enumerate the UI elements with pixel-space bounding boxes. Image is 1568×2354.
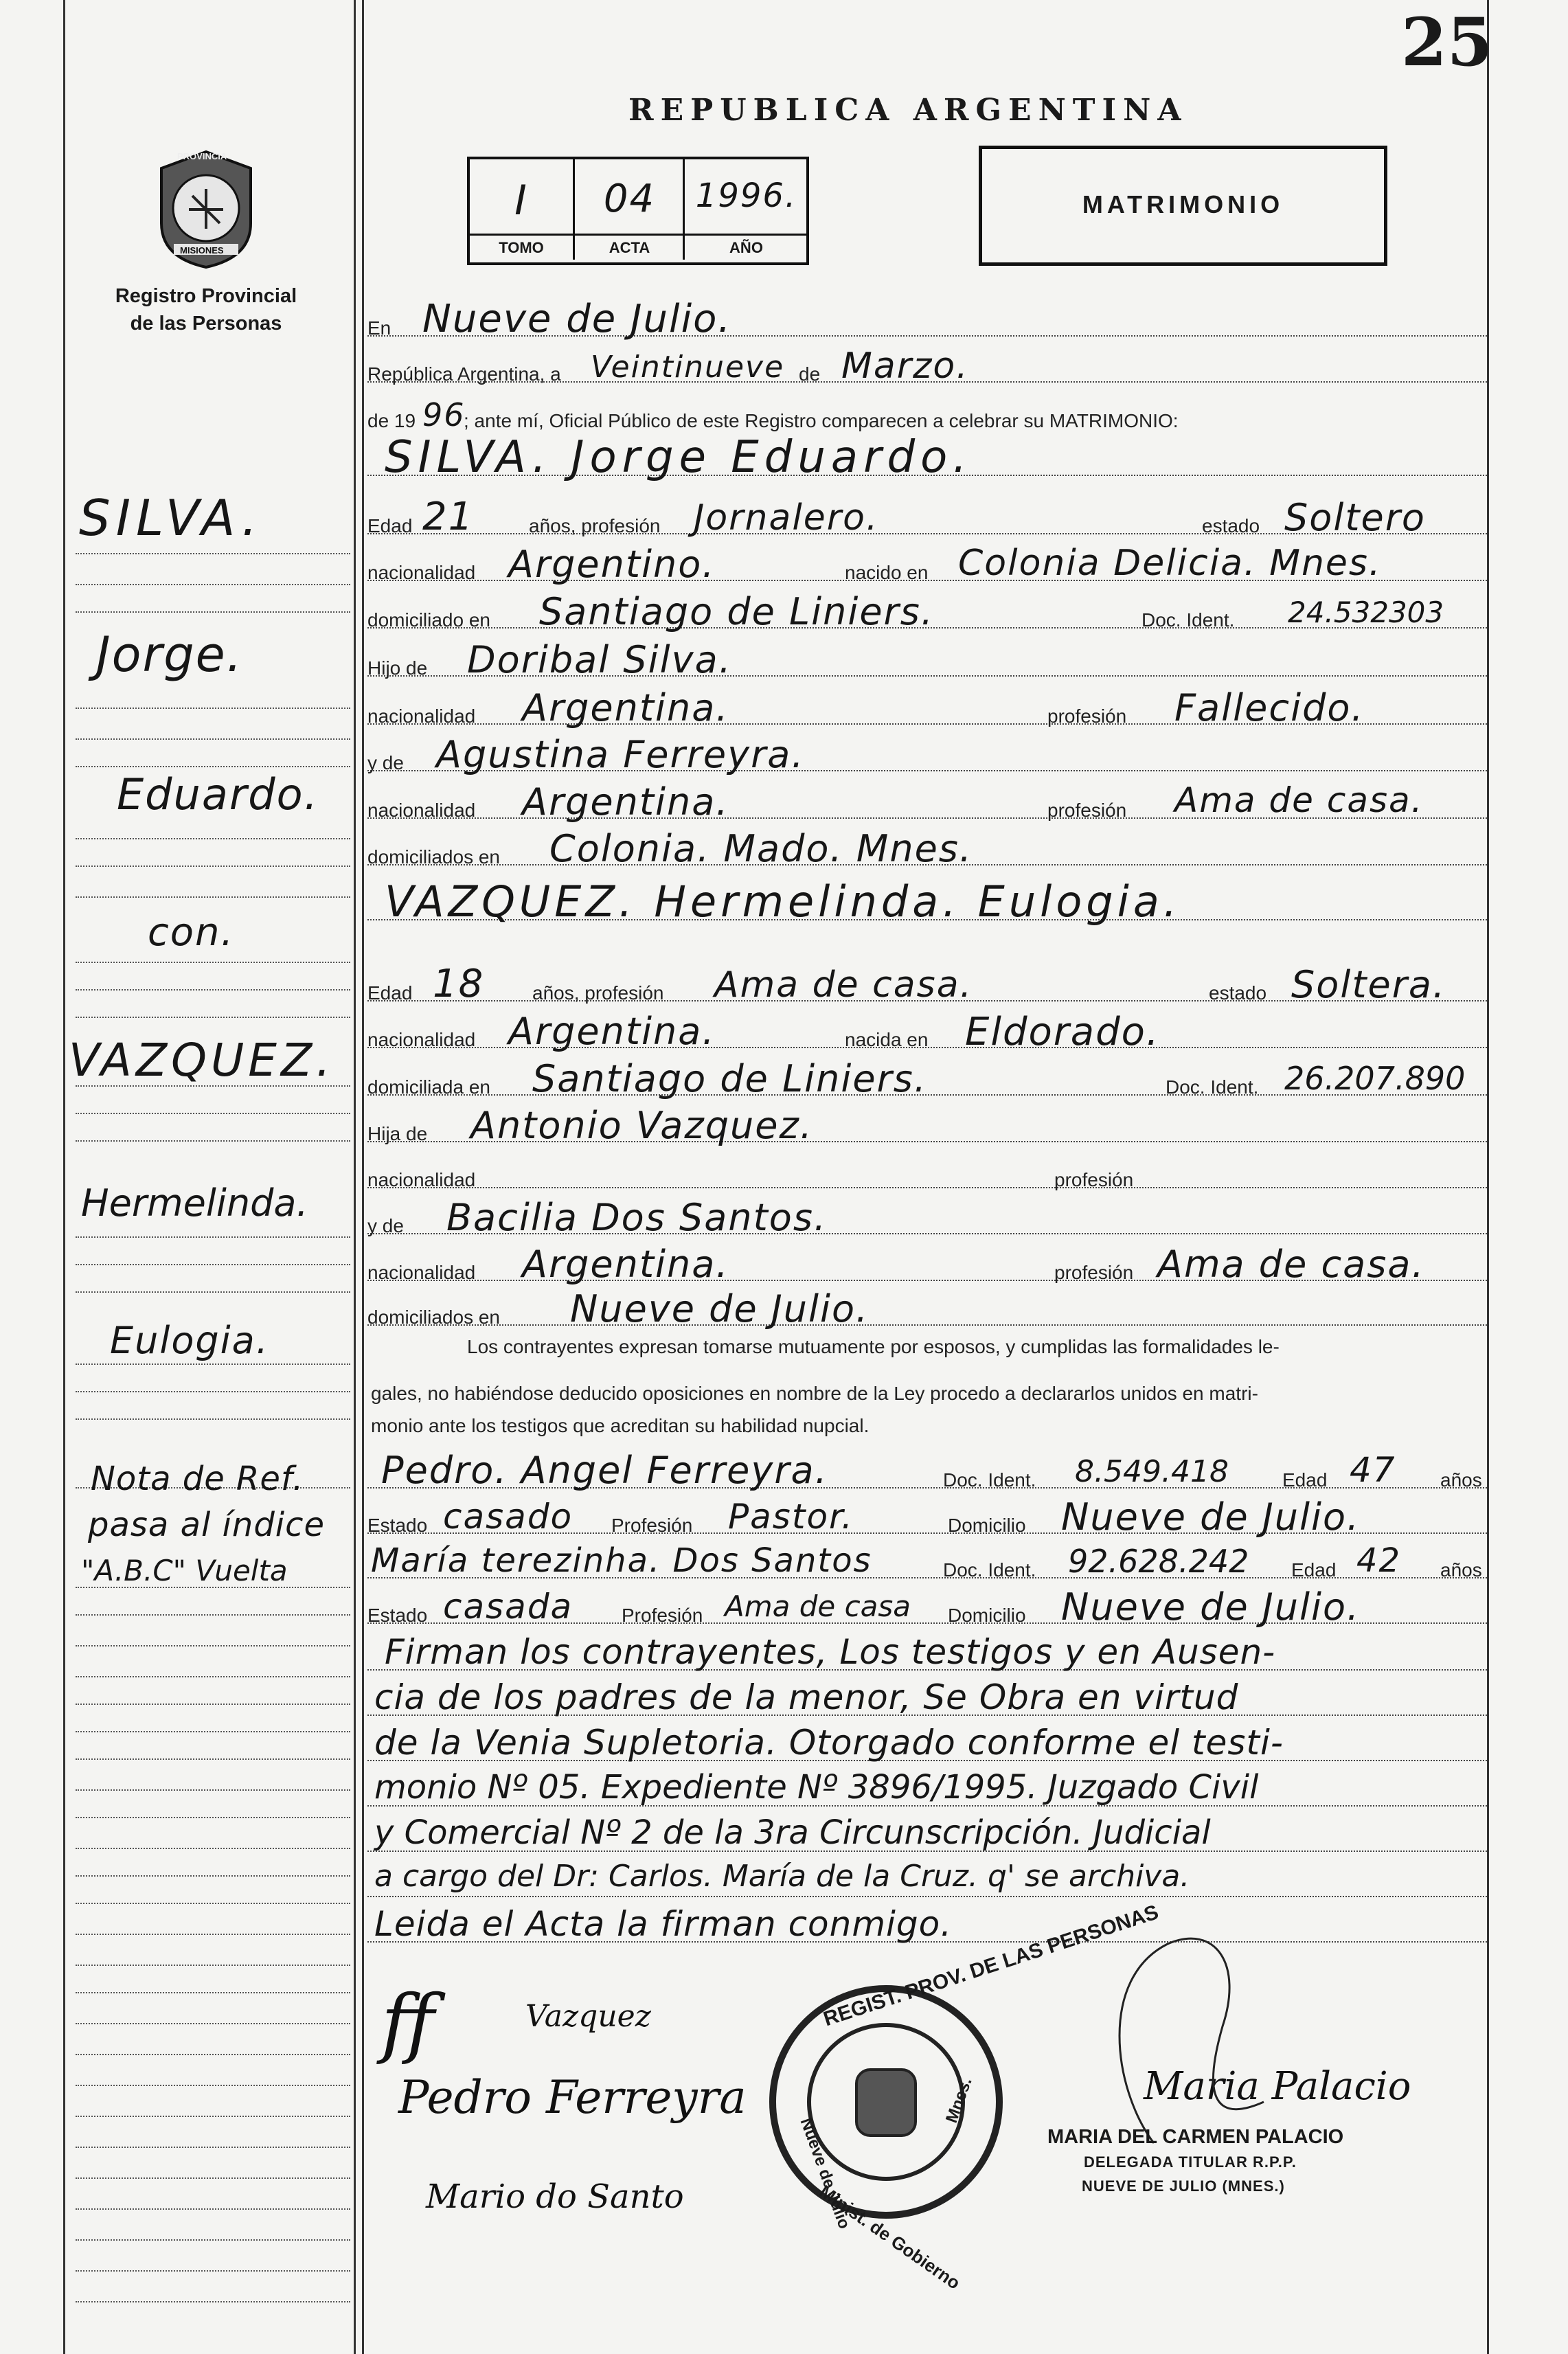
groom-nac-value: Argentino. — [508, 543, 716, 586]
seal-inner-right: Mnes. — [942, 2075, 976, 2126]
row-bride-nationality — [367, 1007, 1487, 1052]
row-groom-domicile — [367, 587, 1487, 633]
row-groom-parents-domicile — [367, 824, 1487, 870]
bride-parents-dom-value: Nueve de Julio. — [570, 1287, 870, 1331]
note-text: Firman los contrayentes, Los testigos y en Ausen- — [385, 1632, 1276, 1672]
row-witness2 — [367, 1537, 1487, 1583]
groom-mother-prof-label: profesión — [1047, 800, 1127, 821]
year-prefix: de 19 — [367, 410, 416, 431]
note-line — [367, 1856, 1487, 1901]
witness2-edad-value: 42 — [1356, 1541, 1402, 1580]
row-bride-domicile — [367, 1054, 1487, 1100]
bride-name: VAZQUEZ. Hermelinda. Eulogia. — [385, 876, 1181, 927]
row-groom-mother — [367, 730, 1487, 776]
bride-signature: Vazquez — [525, 1999, 651, 2034]
bride-father-name: Antonio Vazquez. — [470, 1104, 813, 1147]
acta-label: ACTA — [609, 239, 650, 256]
row-bride-mother-nat — [367, 1240, 1487, 1285]
groom-doc-value: 24.532303 — [1288, 596, 1444, 629]
act-type-box — [979, 146, 1387, 266]
margin-ref-1: Nota de Ref. — [91, 1460, 304, 1498]
margin-ref-3: "A.B.C" Vuelta — [81, 1554, 288, 1587]
groom-dom-value: Santiago de Liniers. — [539, 590, 935, 633]
acta-value: 04 — [603, 177, 656, 221]
witness2-dom-value: Nueve de Julio. — [1061, 1585, 1361, 1629]
groom-dom-label: domiciliado en — [367, 609, 490, 631]
groom-mother-nac-value: Argentina. — [522, 780, 729, 824]
margin-bride-second: Eulogia. — [110, 1319, 269, 1362]
bride-anos-prof-label: años, profesión — [532, 982, 664, 1004]
row-witness1 — [367, 1447, 1487, 1493]
note-line — [367, 1675, 1487, 1720]
registry-name-line2: de las Personas — [130, 313, 282, 335]
note-text: Leida el Acta la firman conmigo. — [374, 1904, 953, 1944]
bride-hija-label: Hija de — [367, 1123, 428, 1144]
groom-parents-dom-value: Colonia. Mado. Mnes. — [549, 827, 973, 870]
witness1-doc-label: Doc. Ident. — [943, 1469, 1036, 1491]
act-type-label: MATRIMONIO — [1082, 190, 1284, 218]
witness2-estado-label: Estado — [367, 1605, 428, 1626]
witness1-edad-value: 47 — [1350, 1450, 1396, 1490]
bride-nac-label: nacionalidad — [367, 1029, 476, 1050]
groom-mother-prof-value: Ama de casa. — [1174, 780, 1424, 820]
row-date — [367, 341, 1487, 387]
en-value: Nueve de Julio. — [422, 297, 732, 341]
note-text: cia de los padres de la menor, Se Obra en virtud — [374, 1677, 1239, 1717]
row-witness1-details — [367, 1493, 1487, 1538]
officer-signature: Maria Palacio — [1144, 2064, 1411, 2109]
row-bride-mother — [367, 1193, 1487, 1238]
tomo-label: TOMO — [499, 239, 544, 256]
witness2-prof-value: Ama de casa — [725, 1589, 911, 1623]
de-label: de — [799, 363, 821, 385]
groom-anos-prof-label: años, profesión — [529, 515, 661, 536]
groom-edad-value: 21 — [422, 495, 475, 539]
bride-mother-prof-value: Ama de casa. — [1157, 1243, 1425, 1286]
row-groom-father — [367, 635, 1487, 681]
groom-father-prof-label: profesión — [1047, 705, 1127, 727]
bride-nac-value: Argentina. — [508, 1010, 716, 1053]
en-label: En — [367, 317, 391, 339]
left-edge-line — [63, 0, 65, 2354]
groom-estado-label: estado — [1202, 515, 1260, 536]
witness1-dom-value: Nueve de Julio. — [1061, 1495, 1361, 1539]
witness2-anos-label: años — [1440, 1559, 1482, 1581]
bride-father-nac-label: nacionalidad — [367, 1169, 476, 1190]
witness2-doc-label: Doc. Ident. — [943, 1559, 1036, 1581]
officer-name: MARIA DEL CARMEN PALACIO — [1047, 2126, 1344, 2148]
groom-father-prof-value: Fallecido. — [1174, 686, 1365, 729]
bride-yde-label: y de — [367, 1215, 404, 1236]
witness2-signature: Mario do Santo — [426, 2177, 684, 2216]
emblem-text-top: PROVINCIA — [177, 151, 227, 161]
witness2-prof-label: Profesión — [622, 1605, 703, 1626]
witness2-estado-value: casada — [443, 1587, 573, 1627]
seal-bottom-text: Minist. de Gobierno — [815, 2181, 964, 2294]
row-bride-name — [367, 876, 1487, 927]
tomo-value: I — [514, 177, 528, 225]
groom-hijo-label: Hijo de — [367, 657, 428, 679]
groom-mother-nac-label: nacionalidad — [367, 800, 476, 821]
bride-parents-dom-label: domiciliados en — [367, 1306, 500, 1328]
bride-mother-prof-label: profesión — [1054, 1262, 1134, 1283]
witness2-doc-value: 92.628.242 — [1068, 1543, 1249, 1580]
groom-parents-dom-label: domiciliados en — [367, 846, 500, 868]
registry-name-line1: Registro Provincial — [115, 285, 297, 307]
row-bride-father — [367, 1101, 1487, 1146]
day-value: Veintinueve — [591, 350, 785, 385]
row-bride-age — [367, 960, 1487, 1006]
witness1-estado-label: Estado — [367, 1515, 428, 1536]
row-witness2-details — [367, 1583, 1487, 1628]
groom-nacido-value: Colonia Delicia. Mnes. — [958, 543, 1382, 584]
seal-ring-text: REGIST. PROV. DE LAS PERSONAS — [821, 1901, 1161, 2031]
witness2-name: María terezinha. Dos Santos — [371, 1541, 872, 1580]
note-text: monio Nº 05. Expediente Nº 3896/1995. Juzgado Civil — [374, 1768, 1259, 1807]
ano-value: 1996. — [695, 177, 797, 215]
witness2-dom-label: Domicilio — [948, 1605, 1026, 1626]
record-number-box — [467, 157, 809, 265]
record-divider — [573, 159, 575, 260]
officer-title: DELEGADA TITULAR R.P.P. — [1084, 2153, 1297, 2171]
witness1-doc-value: 8.549.418 — [1075, 1454, 1229, 1489]
margin-ref-2: pasa al índice — [88, 1506, 326, 1544]
bride-estado-value: Soltera. — [1291, 963, 1446, 1006]
groom-nac-label: nacionalidad — [367, 562, 476, 583]
groom-name: SILVA. Jorge Eduardo. — [385, 432, 973, 483]
bride-nacida-label: nacida en — [845, 1029, 929, 1050]
right-edge-line — [1487, 0, 1489, 2354]
groom-yde-label: y de — [367, 752, 404, 773]
row-en — [367, 295, 1487, 341]
note-line — [367, 1720, 1487, 1765]
declaration-line3: monio ante los testigos que acreditan su habilidad nupcial. — [371, 1415, 870, 1436]
note-line — [367, 1811, 1487, 1856]
page-number: 25 — [1401, 3, 1493, 81]
record-label-divider — [470, 234, 806, 236]
groom-nacido-label: nacido en — [845, 562, 929, 583]
bride-father-prof-label: profesión — [1054, 1169, 1134, 1190]
row-groom-father-nat — [367, 683, 1487, 729]
row-year — [367, 388, 1487, 433]
groom-profesion-value: Jornalero. — [694, 497, 879, 539]
margin-second-name: Eduardo. — [117, 769, 319, 819]
note-text: de la Venia Supletoria. Otorgado conforme el testi- — [374, 1723, 1284, 1763]
groom-father-nac-value: Argentina. — [522, 686, 729, 729]
month-value: Marzo. — [841, 346, 969, 387]
witness1-signature: Pedro Ferreyra — [398, 2071, 747, 2124]
bride-estado-label: estado — [1209, 982, 1267, 1004]
groom-father-name: Doribal Silva. — [467, 638, 732, 681]
seal-inner-left: Nueve de Julio — [796, 2116, 854, 2232]
margin-first-name: Jorge. — [96, 626, 244, 683]
bride-doc-value: 26.207.890 — [1284, 1060, 1466, 1097]
note-text: a cargo del Dr: Carlos. María de la Cruz. q' se archiva. — [374, 1859, 1190, 1894]
note-line — [367, 1765, 1487, 1811]
record-divider — [683, 159, 685, 260]
note-line — [367, 1629, 1487, 1675]
officer-place: NUEVE DE JULIO (MNES.) — [1082, 2177, 1285, 2195]
bride-mother-name: Bacilia Dos Santos. — [446, 1196, 828, 1239]
year-value: 96 — [422, 396, 466, 433]
groom-signature: ff — [381, 1978, 435, 2066]
witness1-prof-value: Pastor. — [728, 1497, 854, 1537]
row-groom-nationality — [367, 540, 1487, 585]
groom-doc-label: Doc. Ident. — [1141, 609, 1235, 631]
row-groom-age — [367, 493, 1487, 539]
appear-text: ; ante mí, Oficial Público de este Registro comparecen a celebrar su MATRIMONIO: — [464, 410, 1179, 431]
witness1-name: Pedro. Angel Ferreyra. — [381, 1449, 828, 1492]
row-bride-father-nat — [367, 1147, 1487, 1192]
witness2-edad-label: Edad — [1291, 1559, 1337, 1581]
bride-nacida-value: Eldorado. — [965, 1010, 1160, 1054]
bride-doc-label: Doc. Ident. — [1166, 1076, 1259, 1098]
bride-dom-label: domiciliada en — [367, 1076, 490, 1098]
republica-label: República Argentina, a — [367, 363, 561, 385]
registry-seal-icon — [766, 1982, 1006, 2222]
margin-bride-first: Hermelinda. — [81, 1181, 308, 1225]
bride-mother-nac-value: Argentina. — [522, 1243, 729, 1286]
row-groom-mother-nat — [367, 778, 1487, 823]
witness1-dom-label: Domicilio — [948, 1515, 1026, 1536]
margin-surname: SILVA. — [79, 489, 263, 547]
bride-dom-value: Santiago de Liniers. — [532, 1057, 928, 1100]
groom-estado-value: Soltero — [1284, 496, 1426, 539]
groom-father-nac-label: nacionalidad — [367, 705, 476, 727]
margin-con: con. — [148, 910, 235, 955]
row-groom-name — [367, 432, 1487, 483]
margin-divider-right — [362, 0, 364, 2354]
bride-mother-nac-label: nacionalidad — [367, 1262, 476, 1283]
groom-mother-name: Agustina Ferreyra. — [436, 733, 805, 776]
witness1-prof-label: Profesión — [611, 1515, 693, 1536]
margin-bride-surname: VAZQUEZ. — [69, 1034, 335, 1087]
declaration-line1: Los contrayentes expresan tomarse mutuamente por esposos, y cumplidas las formalidades le- — [467, 1336, 1280, 1357]
witness1-edad-label: Edad — [1282, 1469, 1328, 1491]
emblem-text-bottom: MISIONES — [180, 245, 224, 256]
bride-profesion-value: Ama de casa. — [714, 964, 973, 1006]
witness1-anos-label: años — [1440, 1469, 1482, 1491]
declaration-line2: gales, no habiéndose deducido oposiciones en nombre de la Ley procedo a declararlos unidos en matri- — [371, 1383, 1258, 1404]
note-text: y Comercial Nº 2 de la 3ra Circunscripción. Judicial — [374, 1813, 1211, 1852]
groom-edad-label: Edad — [367, 515, 413, 536]
ano-label: AÑO — [729, 239, 763, 256]
bride-edad-value: 18 — [433, 962, 485, 1006]
country-title: REPUBLICA ARGENTINA — [628, 93, 1188, 128]
row-bride-parents-domicile — [367, 1284, 1487, 1330]
bride-edad-label: Edad — [367, 982, 413, 1004]
margin-divider-left — [354, 0, 356, 2354]
witness1-estado-value: casado — [443, 1497, 573, 1537]
